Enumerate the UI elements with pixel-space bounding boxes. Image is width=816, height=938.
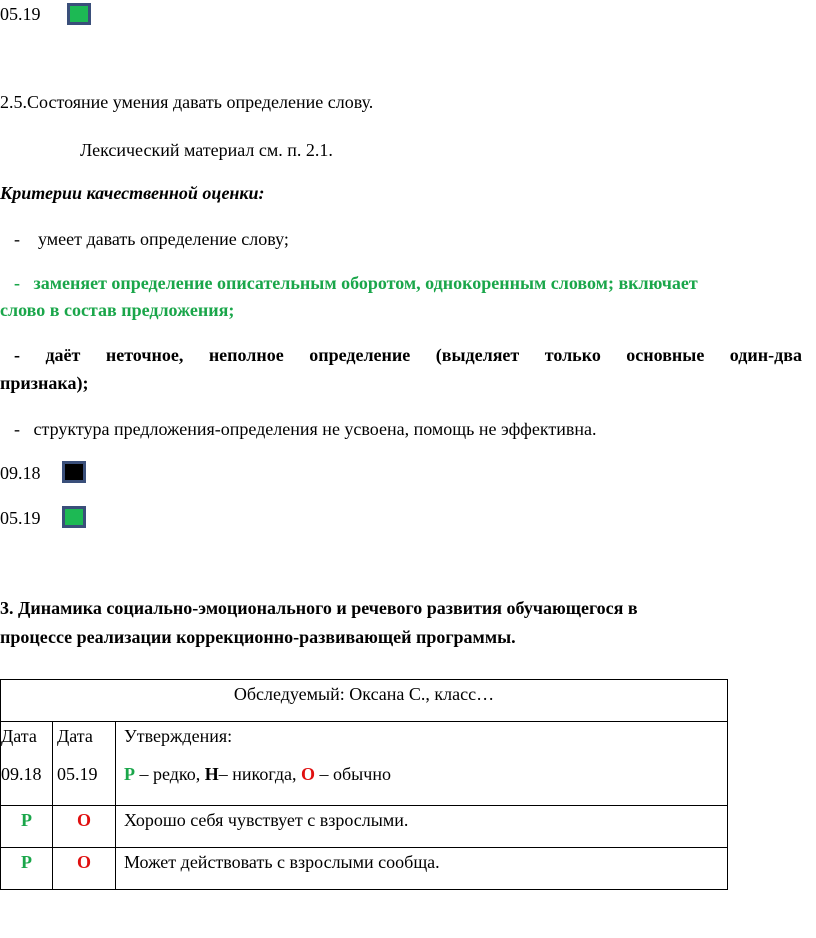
date-value: 05.19 [57,764,98,784]
item3-word: (выделяет [435,345,520,365]
item3-word: определение [309,345,411,365]
legend-n: Н [204,764,219,784]
row-value-2: О [53,848,116,890]
date-header-cell-2 [53,722,116,806]
section-3-title-line1: 3. Динамика социально-эмоционального и речевого развития обучающегося в [0,598,638,618]
legend-o-text: – обычно [315,764,391,784]
lexical-material-note: Лексический материал см. п. 2.1. [80,140,333,160]
green-status-swatch [67,3,91,25]
row-value-2: О [53,806,116,848]
legend-r: Р [124,764,135,784]
table-row [1,848,728,890]
black-status-swatch [62,461,86,483]
date-header-label: Дата [1,726,37,746]
criteria-title: Критерии качественной оценки: [0,183,265,203]
criteria-item-3-line1 [0,345,802,366]
table-subject-cell: Обследуемый: Оксана С., класс… [1,680,728,722]
row-statement: Хорошо себя чувствует с взрослыми. [116,806,728,848]
top-date: 05.19 [0,4,41,24]
legend-o: О [301,764,316,784]
criteria-item-2-line2: слово в состав предложения; [0,300,235,320]
criteria-item-3-line2: признака); [0,373,89,393]
item3-word: неполное [208,345,284,365]
statements-header-cell [116,722,728,806]
legend-r-text: – редко, [135,764,205,784]
item3-word: один-два [729,345,802,365]
date-header-label: Дата [57,726,93,746]
item3-word: неточное, [105,345,184,365]
date-05-19: 05.19 [0,508,41,528]
row-value-1: Р [1,848,53,890]
item3-word: - [14,345,20,365]
criteria-item-1: - умеет давать определение слову; [14,229,289,249]
section-2-5-heading: 2.5.Состояние умения давать определение слову. [0,92,374,112]
criteria-item-2-line1: - заменяет определение описательным оборотом, однокоренным словом; включает [14,273,698,293]
legend-n-text: – никогда, [218,764,301,784]
row-value-1: Р [1,806,53,848]
criteria-item-4: - структура предложения-определения не усвоена, помощь не эффективна. [14,419,597,439]
item3-word: даёт [45,345,81,365]
date-header-cell-1 [1,722,53,806]
row-statement: Может действовать с взрослыми сообща. [116,848,728,890]
observation-table [0,679,728,890]
statements-header-label: Утверждения: [124,726,233,746]
table-row [1,806,728,848]
section-3-title-line2: процессе реализации коррекционно-развивающей программы. [0,627,516,647]
green-status-swatch [62,506,86,528]
item3-word: основные [626,345,705,365]
date-value: 09.18 [1,764,42,784]
date-09-18: 09.18 [0,463,41,483]
legend [120,764,723,785]
item3-word: только [544,345,601,365]
